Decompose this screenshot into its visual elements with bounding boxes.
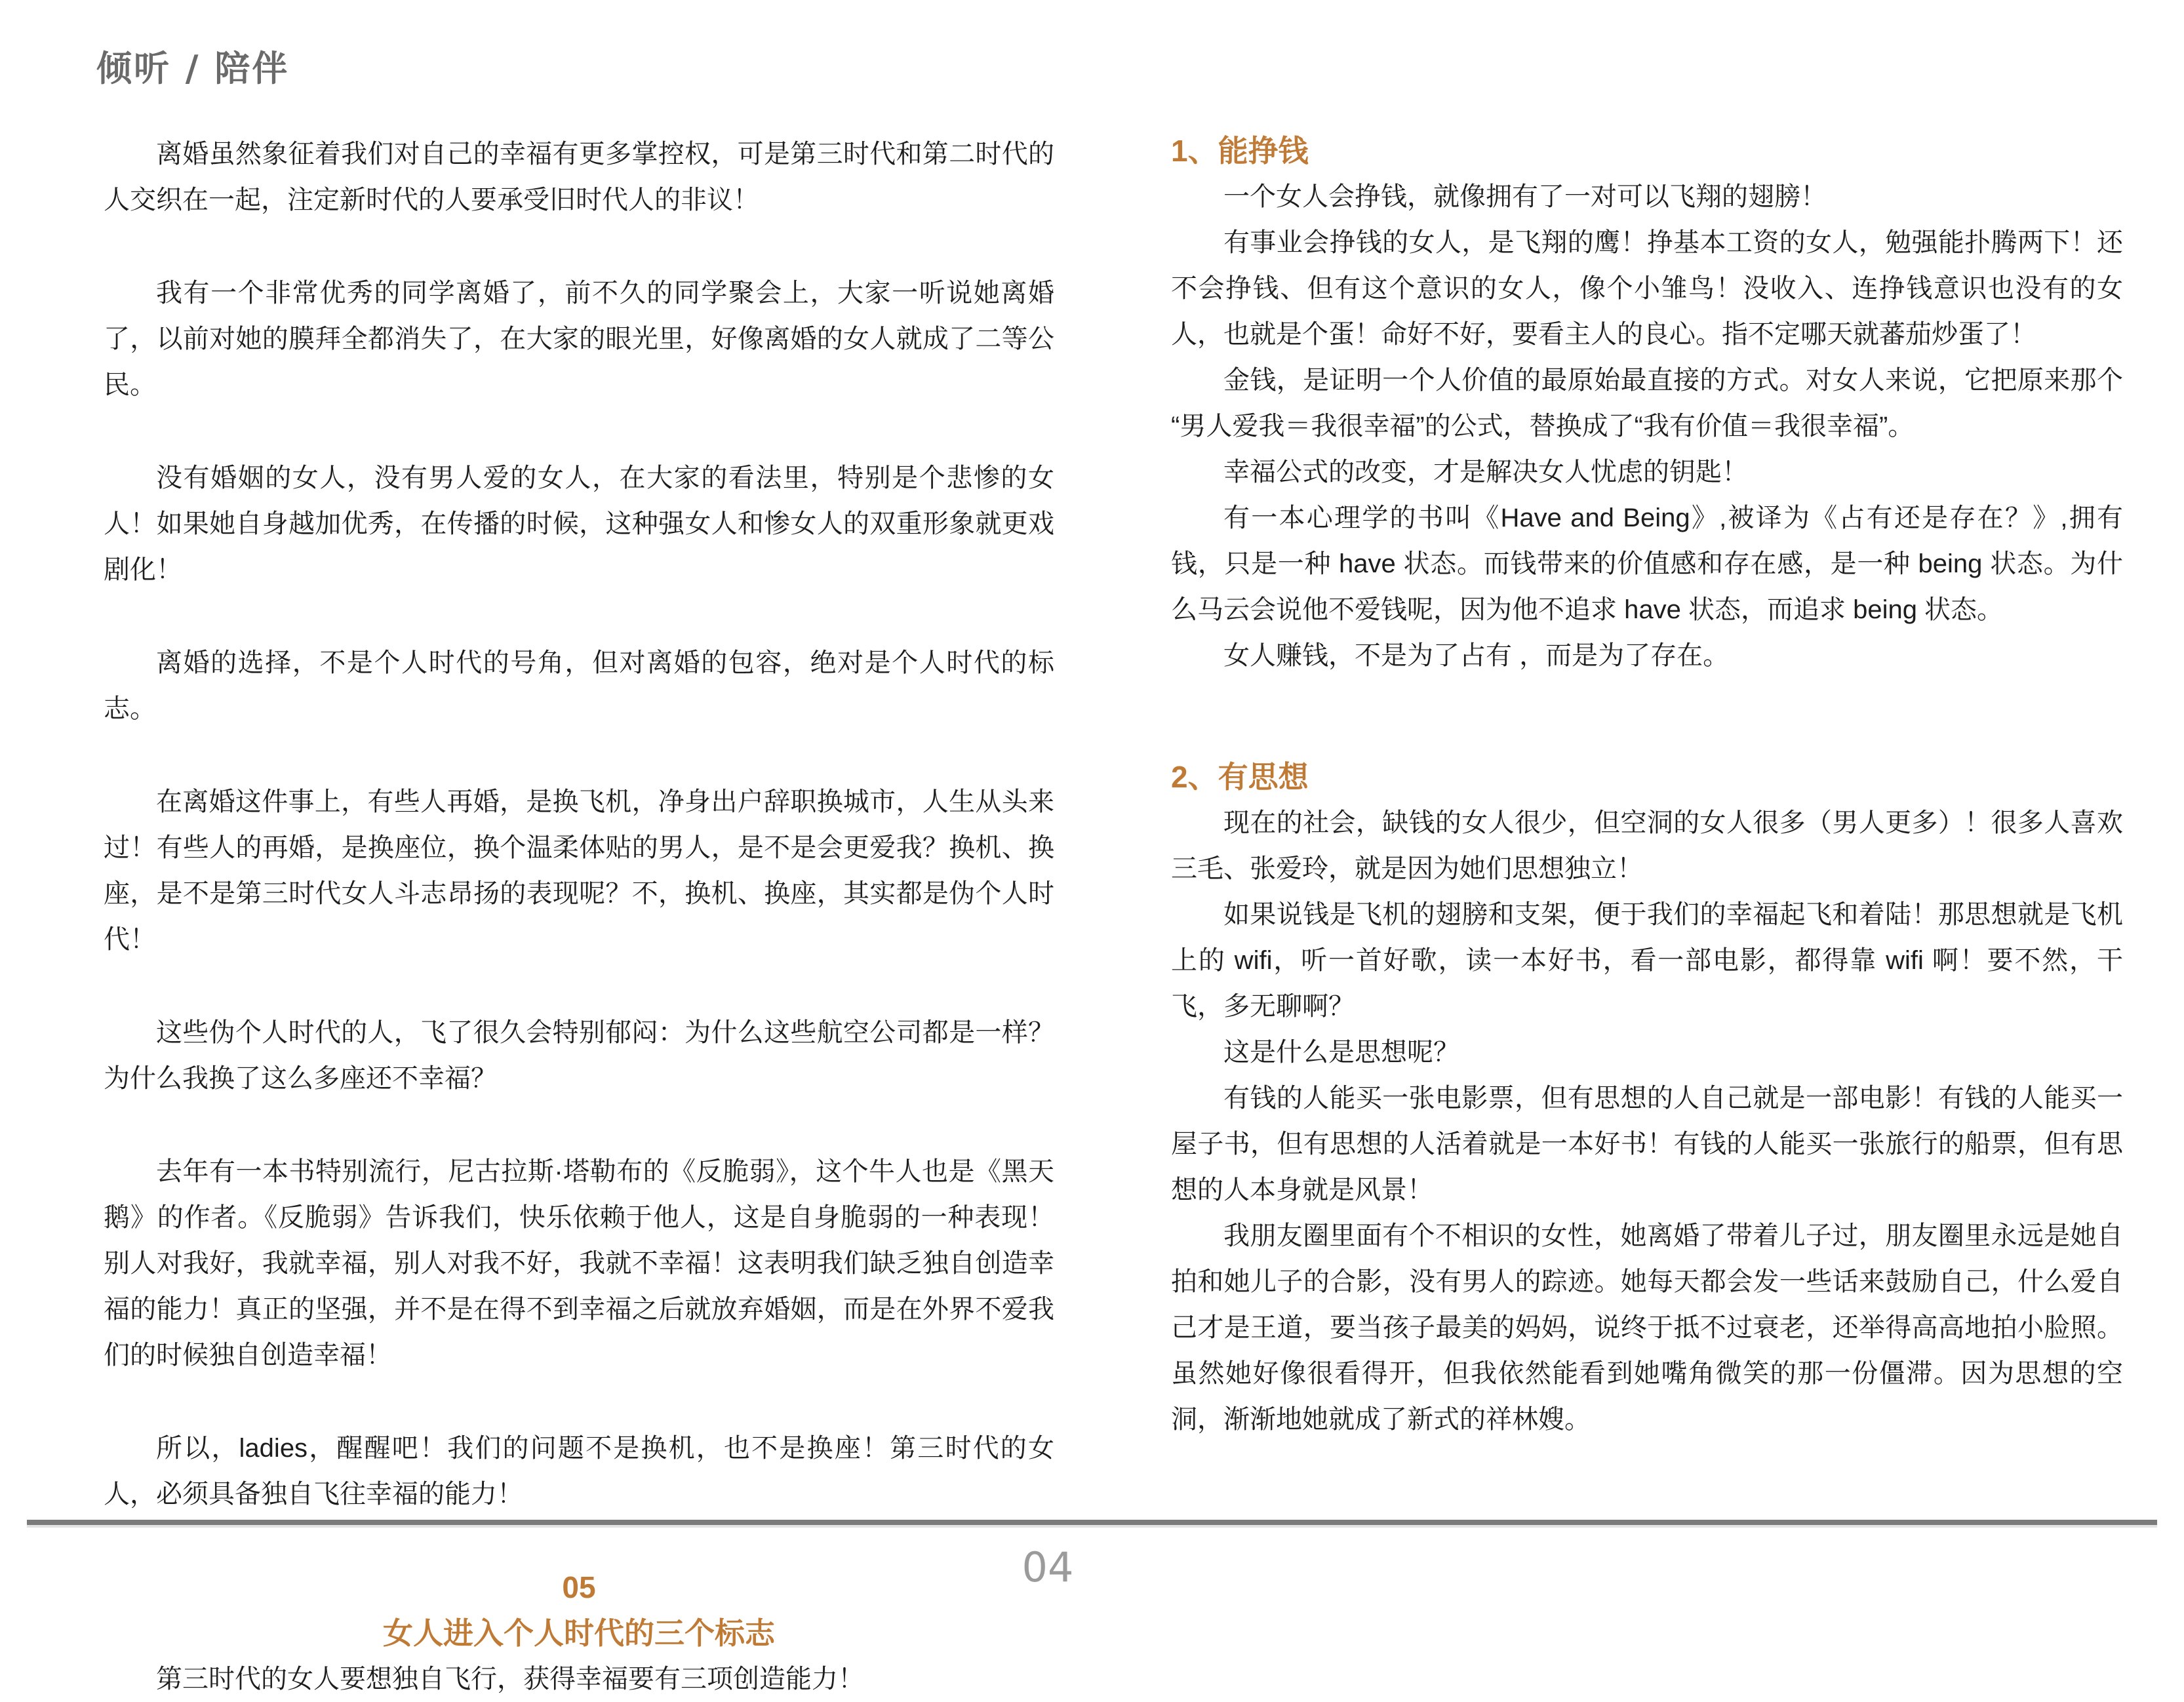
paragraph: 所以，ladies，醒醒吧！我们的问题不是换机，也不是换座！第三时代的女人，必须具备独自飞往幸福的能力！ [104,1434,1054,1509]
section-heading-1: 1、能挣钱 [1171,134,1309,168]
page-number: 04 [1022,1543,1074,1591]
paragraph: 离婚虽然象征着我们对自己的幸福有更多掌控权，可是第三时代和第二时代的人交织在一起，注定新时代的人要承受旧时代人的非议！ [104,140,1054,214]
paragraph: 我朋友圈里面有个不相识的女性，她离婚了带着儿子过，朋友圈里永远是她自拍和她儿子的合影，没有男人的踪迹。她每天都会发一些话来鼓励自己，什么爱自己才是王道，要当孩子最美的妈妈，说终于抵不过衰老，还举得高高地拍小脸照。虽然她好像很看得开，但我依然能看到她嘴角微笑的那一份僵滞。因为思想的空洞，渐渐地她就成了新式的祥林嫂。 [1171,1221,2123,1434]
section-05-block [104,1564,1054,1656]
section-title: 女人进入个人时代的三个标志 [383,1616,775,1650]
page-header-label: 倾听 / 陪伴 [96,47,290,89]
section-heading-2: 2、有思想 [1171,760,1309,794]
left-column [104,131,1054,1702]
section-lead-paragraph: 第三时代的女人要想独自飞行，获得幸福要有三项创造能力！ [156,1665,864,1693]
paragraph: 离婚的选择，不是个人时代的号角，但对离婚的包容，绝对是个人时代的标志。 [104,648,1054,723]
paragraph: 幸福公式的改变，才是解决女人忧虑的钥匙！ [1223,458,1748,486]
paragraph: 有一本心理学的书叫《Have and Being》,被译为《占有还是存在？》,拥有钱，只是一种 have 状态。而钱带来的价值感和存在感，是一种 being 状态。为什么马云会说他不爱钱呢，因为他不追求 have 状态，而追求 being 状态。 [1171,504,2123,624]
paragraph: 我有一个非常优秀的同学离婚了，前不久的同学聚会上，大家一听说她离婚了，以前对她的膜拜全都消失了，在大家的眼光里，好像离婚的女人就成了二等公民。 [104,279,1054,399]
paragraph: 有钱的人能买一张电影票，但有思想的人自己就是一部电影！有钱的人能买一屋子书，但有思想的人活着就是一本好书！有钱的人能买一张旅行的船票，但有思想的人本身就是风景！ [1171,1084,2123,1204]
paragraph: 去年有一本书特别流行，尼古拉斯·塔勒布的《反脆弱》，这个牛人也是《黑天鹅》的作者。《反脆弱》告诉我们，快乐依赖于他人，这是自身脆弱的一种表现！别人对我好，我就幸福，别人对我不好，我就不幸福！这表明我们缺乏独自创造幸福的能力！真正的坚强，并不是在得不到幸福之后就放弃婚姻，而是在外界不爱我们的时候独自创造幸福！ [104,1157,1054,1370]
footer-divider [27,1520,2157,1528]
paragraph: 如果说钱是飞机的翅膀和支架，便于我们的幸福起飞和着陆！那思想就是飞机上的 wifi，听一首好歌，读一本好书，看一部电影，都得靠 wifi 啊！要不然，干飞，多无聊啊？ [1171,900,2123,1021]
right-column [1171,128,2123,1442]
paragraph: 这是什么是思想呢？ [1223,1038,1459,1067]
paragraph: 有事业会挣钱的女人，是飞翔的鹰！挣基本工资的女人，勉强能扑腾两下！还不会挣钱、但有这个意识的女人，像个小雏鸟！没收入、连挣钱意识也没有的女人，也就是个蛋！命好不好，要看主人的良心。指不定哪天就蕃茄炒蛋了！ [1171,228,2123,349]
paragraph: 一个女人会挣钱，就像拥有了一对可以飞翔的翅膀！ [1223,182,1827,211]
paragraph: 金钱，是证明一个人价值的最原始最直接的方式。对女人来说，它把原来那个“男人爱我＝我很幸福”的公式，替换成了“我有价值＝我很幸福”。 [1171,366,2123,441]
paragraph: 在离婚这件事上，有些人再婚，是换飞机，净身出户辞职换城市，人生从头来过！有些人的再婚，是换座位，换个温柔体贴的男人，是不是会更爱我？换机、换座，是不是第三时代女人斗志昂扬的表现呢？不，换机、换座，其实都是伪个人时代！ [104,787,1054,954]
paragraph: 女人赚钱，不是为了占有 ，而是为了存在。 [1223,641,1730,670]
paragraph: 现在的社会，缺钱的女人很少，但空洞的女人很多（男人更多）！很多人喜欢三毛、张爱玲，就是因为她们思想独立！ [1171,808,2123,883]
paragraph: 没有婚姻的女人，没有男人爱的女人，在大家的看法里，特别是个悲惨的女人！如果她自身越加优秀，在传播的时候，这种强女人和惨女人的双重形象就更戏剧化！ [104,464,1054,584]
section-number: 05 [562,1570,596,1604]
paragraph: 这些伪个人时代的人，飞了很久会特别郁闷：为什么这些航空公司都是一样？为什么我换了这么多座还不幸福？ [104,1018,1054,1093]
